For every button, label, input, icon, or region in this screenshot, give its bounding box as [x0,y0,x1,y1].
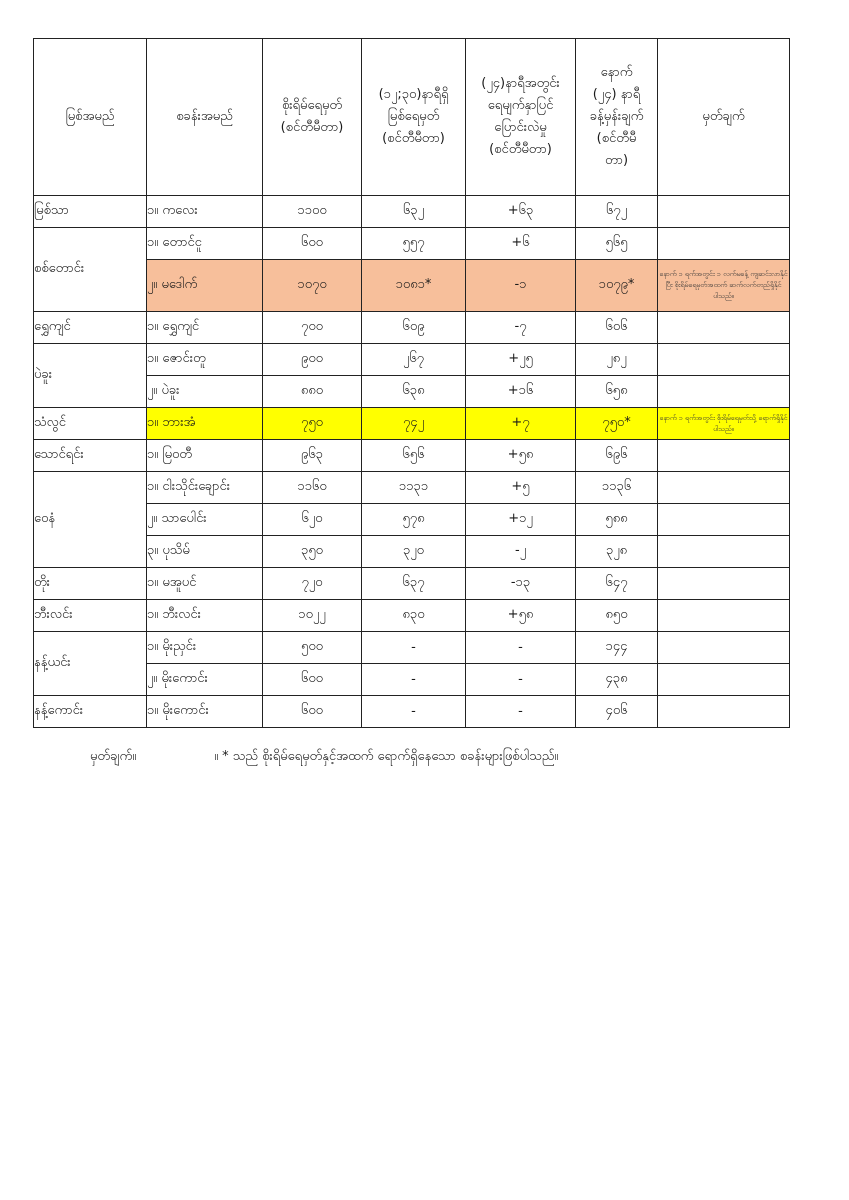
danger-level: ၆၀၀ [263,696,362,728]
level-change: +၅၈ [466,440,576,472]
forecast-level: ၆၄၇ [576,568,658,600]
header-line: (စင်တီမီ [596,131,637,146]
header-line: စခန်းအမည် [176,109,233,124]
table-body [34,196,790,728]
current-level: ၆၅၆ [362,440,466,472]
table-row [34,376,790,408]
forecast-level: ၅၈၈ [576,504,658,536]
header-line: (၂၄) နာရီ [592,87,641,102]
header-line: (၁၂;၃၀)နာရီရှိ [378,87,449,102]
remark [658,664,790,696]
level-change: -၂ [466,536,576,568]
table-row [34,696,790,728]
forecast-level: ၃၂၈ [576,536,658,568]
current-level: - [362,696,466,728]
table-row [34,472,790,504]
forecast-level: ၇၅၀* [576,408,658,440]
level-change: -၁၃ [466,568,576,600]
remark [658,440,790,472]
danger-level: ၁၁၆၀ [263,472,362,504]
danger-level: ၇၂၀ [263,568,362,600]
footnote-label: မှတ်ချက်။ [90,749,137,764]
remark [658,504,790,536]
forecast-level: ၆၅၈ [576,376,658,408]
header-current-level [362,39,466,196]
forecast-level: ၆၇၂ [576,196,658,228]
river-name: ပဲခူး [34,344,147,408]
level-change: +၅၈ [466,600,576,632]
forecast-level: ၄၃၈ [576,664,658,696]
danger-level: ၆၀၀ [263,228,362,260]
table-row [34,408,790,440]
station-name: ၃။ ပုသိမ် [147,536,263,568]
station-name: ၁။ တောင်ငူ [147,228,263,260]
level-change: +၆ [466,228,576,260]
current-level: ၁၀၈၁* [362,260,466,312]
remark [658,228,790,260]
river-name: ရွှေကျင် [34,312,147,344]
danger-level: ၉၆၃ [263,440,362,472]
header-line: (စင်တီမီတာ) [489,142,552,157]
table-row [34,504,790,536]
station-name: ၁။ ငါးသိုင်းချောင်း [147,472,263,504]
header-line: (စင်တီမီတာ) [382,131,445,146]
level-change: +၁၆ [466,376,576,408]
header-line: ပြောင်းလဲမှု [494,120,547,135]
table-row [34,600,790,632]
remark [658,376,790,408]
forecast-level: ၁၀၇၉* [576,260,658,312]
table-row [34,196,790,228]
level-change: +၇ [466,408,576,440]
current-level: ၆၃၈ [362,376,466,408]
current-level: ၃၂၀ [362,536,466,568]
header-line: (၂၄)နာရီအတွင်း [481,76,560,91]
station-name: ၁။ ဘီးလင်း [147,600,263,632]
remark [658,600,790,632]
remark [658,536,790,568]
table-row [34,440,790,472]
level-change: +၂၅ [466,344,576,376]
danger-level: ၆၀၀ [263,664,362,696]
remark [658,568,790,600]
table-row [34,664,790,696]
forecast-level: ၆၉၆ [576,440,658,472]
remark [658,196,790,228]
remark [658,312,790,344]
level-change: +၁၂ [466,504,576,536]
level-change: -၁ [466,260,576,312]
remark [658,344,790,376]
station-name: ၂။ မဒေါက် [147,260,263,312]
header-line: စိုးရိမ်ရေမှတ် [281,98,343,113]
station-name: ၁။ ရွှေကျင် [147,312,263,344]
river-name: တိုး [34,568,147,600]
forecast-level: ၂၈၂ [576,344,658,376]
danger-level: ၉၀၀ [263,344,362,376]
header-remark [658,39,790,196]
header-line: (စင်တီမီတာ) [280,120,344,135]
header-line: နောက် [600,65,633,80]
current-level: ၈၃၀ [362,600,466,632]
table-row [34,228,790,260]
forecast-level: ၁၁၃၆ [576,472,658,504]
header-danger-level [263,39,362,196]
river-name: စစ်တောင်း [34,228,147,312]
river-name: နန့်ကောင်း [34,696,147,728]
station-name: ၂။ ပဲခူး [147,376,263,408]
header-line: ရေမျက်နှာပြင် [487,98,554,113]
current-level: - [362,664,466,696]
footnote-text: ။ * သည် စိုးရိမ်ရေမှတ်နှင့်အထက် ရောက်ရှိနေသော စခန်းများဖြစ်ပါသည်။ [214,749,559,764]
table-row [34,344,790,376]
danger-level: ၈၈၀ [263,376,362,408]
current-level: ၂၆၇ [362,344,466,376]
danger-level: ၁၀၇၀ [263,260,362,312]
forecast-level: ၅၆၅ [576,228,658,260]
current-level: ၅၇၈ [362,504,466,536]
station-name: ၂။ မိုးကောင်း [147,664,263,696]
danger-level: ၆၂၀ [263,504,362,536]
remark: နောက် ၁ ရက်အတွင်း ၁ လက်မခန့် ကျဆင်းလာနိုင်ပြီး စိုးရိမ်ရေမှတ်အထက် ဆက်လက်တည်ရှိနိုင်ပါသည်။ [658,260,790,312]
footnote [90,748,558,767]
header-station [147,39,263,196]
header-line: ခန့်မှန်းချက် [589,109,644,124]
station-name: ၁။ ကလေး [147,196,263,228]
header-line: မှတ်ချက် [702,109,745,124]
header-24h-change [466,39,576,196]
station-name: ၂။ သာပေါင်း [147,504,263,536]
danger-level: ၅၀၀ [263,632,362,664]
danger-level: ၃၅၀ [263,536,362,568]
header-line: မြစ်အမည် [65,109,115,124]
table-row [34,568,790,600]
station-name: ၁။ မြဝတီ [147,440,263,472]
current-level: ၆၃၇ [362,568,466,600]
danger-level: ၇၀၀ [263,312,362,344]
river-name: ဝေနံ [34,472,147,568]
current-level: ၁၁၃၁ [362,472,466,504]
table-row [34,260,790,312]
header-river [34,39,147,196]
remark [658,472,790,504]
current-level: ၅၅၇ [362,228,466,260]
danger-level: ၇၅၀ [263,408,362,440]
forecast-level: ၄၀၆ [576,696,658,728]
current-level: ၆၃၂ [362,196,466,228]
level-change: +၅ [466,472,576,504]
danger-level: ၁၀၂၂ [263,600,362,632]
current-level: ၇၄၂ [362,408,466,440]
current-level: ၆၀၉ [362,312,466,344]
table-row [34,312,790,344]
table-row [34,632,790,664]
remark [658,632,790,664]
level-change: +၆၃ [466,196,576,228]
station-name: ၁။ မအူပင် [147,568,263,600]
remark [658,696,790,728]
station-name: ၁။ မိုးကောင်း [147,696,263,728]
level-change: -၇ [466,312,576,344]
header-row [34,39,790,196]
river-name: မြစ်သာ [34,196,147,228]
header-line: မြစ်ရေမှတ် [387,109,440,124]
water-level-table [33,38,790,728]
level-change: - [466,632,576,664]
river-name: သံလွင် [34,408,147,440]
header-line: တာ) [604,153,629,168]
level-change: - [466,696,576,728]
station-name: ၁။ မိုးညှင်း [147,632,263,664]
forecast-level: ၆၀၆ [576,312,658,344]
river-name: ဘီးလင်း [34,600,147,632]
current-level: - [362,632,466,664]
level-change: - [466,664,576,696]
remark: နောက် ၁ ရက်အတွင်း စိုးရိမ်ရေမှတ်သို့ ရောက်ရှိနိုင်ပါသည်။ [658,408,790,440]
danger-level: ၁၁၀၀ [263,196,362,228]
forecast-level: ၁၄၄ [576,632,658,664]
forecast-level: ၈၅၀ [576,600,658,632]
station-name: ၁။ ဘားအံ [147,408,263,440]
header-forecast [576,39,658,196]
river-name: သောင်ရင်း [34,440,147,472]
river-name: နန့်ယင်း [34,632,147,696]
station-name: ၁။ ဇောင်းတူ [147,344,263,376]
table-row [34,536,790,568]
